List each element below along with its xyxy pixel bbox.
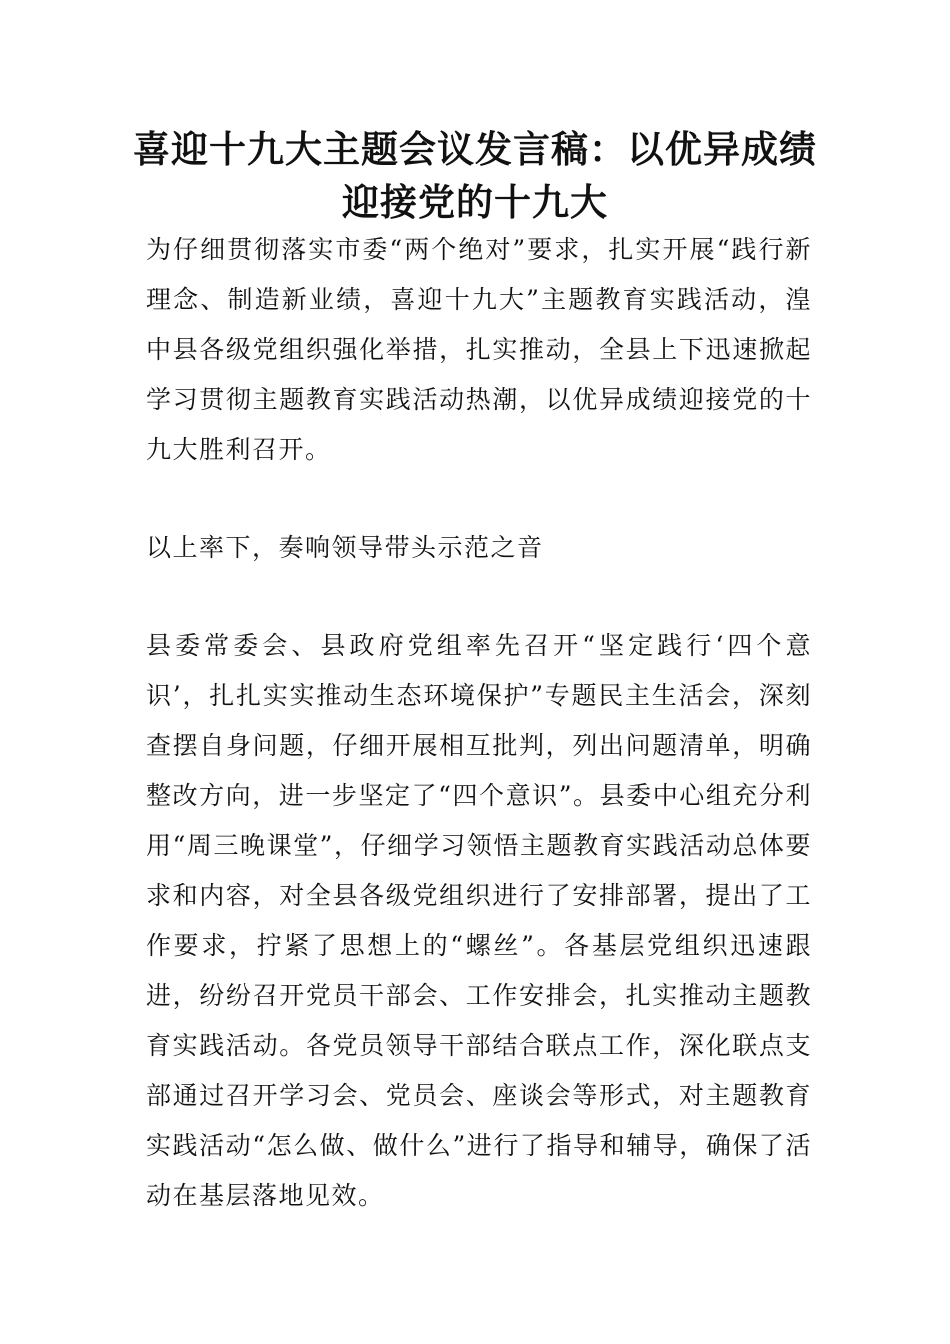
document-title: 喜迎十九大主题会议发言稿：以优异成绩迎接党的十九大 xyxy=(133,128,817,224)
intro-paragraph: 为仔细贯彻落实市委“两个绝对”要求，扎实开展“践行新理念、制造新业绩，喜迎十九大”主题教育实践活动，湟中县各级党组织强化举措，扎实推动，全县上下迅速掀起学习贯彻主题教育实践活动热潮，以优异成绩迎接党的十九大胜利召开。 xyxy=(146,235,812,464)
section-heading: 以上率下，奏响领导带头示范之音 xyxy=(146,533,544,562)
body-paragraph: 县委常委会、县政府党组率先召开“坚定践行‘四个意识’，扎扎实实推动生态环境保护”专题民主生活会，深刻查摆自身问题，仔细开展相互批判，列出问题清单，明确整改方向，进一步坚定了“四个意识”。县委中心组充分利用“周三晚课堂”，仔细学习领悟主题教育实践活动总体要求和内容，对全县各级党组织进行了安排部署，提出了工作要求，拧紧了思想上的“螺丝”。各基层党组织迅速跟进，纷纷召开党员干部会、工作安排会，扎实推动主题教育实践活动。各党员领导干部结合联点工作，深化联点支部通过召开学习会、党员会、座谈会等形式，对主题教育实践活动“怎么做、做什么”进行了指导和辅导，确保了活动在基层落地见效。 xyxy=(146,631,812,1210)
